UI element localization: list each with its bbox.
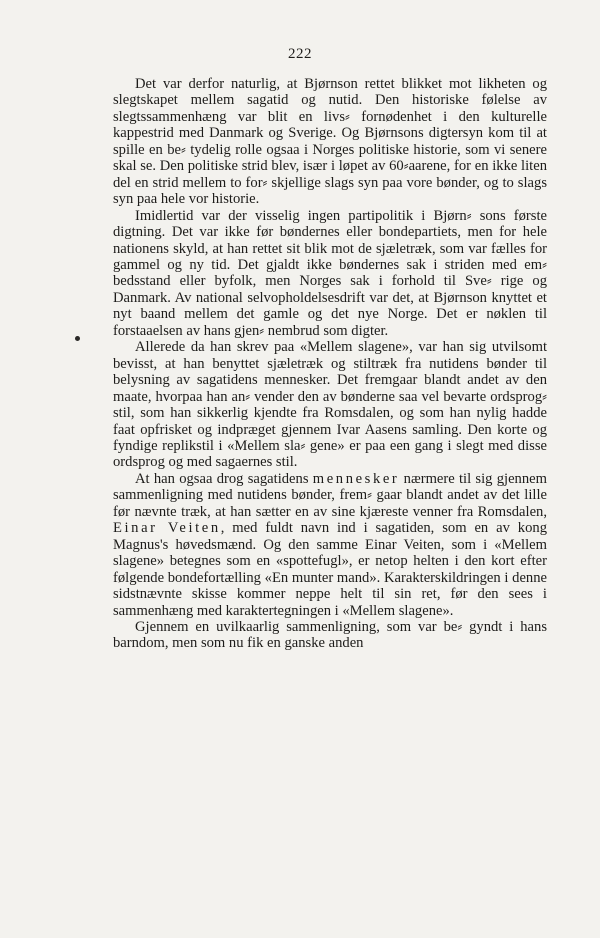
paragraph-1: [113, 76, 547, 208]
margin-dot: [75, 336, 80, 341]
paragraph-1-text: Det var derfor naturlig, at Bjørnson rettet blikket mot likheten og slegtskapet mellem sagatid og nutid. Den historiske følelse av slegtssammenhæng var blit en livs⸗ fornødenhet i den kulturelle kappestrid med Danmark og Sverige. Og Bjørnsons digtersyn kom til at spille en be⸗ tydelig rolle ogsaa i Norges politiske historie, som vi senere skal se. Den politiske strid blev, især i løpet av 60⸗aarene, for en ikke liten del en strid mellem to for⸗ skjellige slags syn paa vore bønder, og to slags syn paa hele vor historie.: [113, 76, 547, 208]
paragraph-2-text: Imidlertid var der visselig ingen partipolitik i Bjørn⸗ sons første digtning. Det var ikke før bøndernes eller bondepartiets, men for hele nationens skyld, at han rettet sit blik mot de sjæletræk, som var fælles for gammel og ny tid. Det gjaldt ikke bøndernes sak i striden med em⸗ bedsstand eller byfolk, men Norges sak i forhold til Sve⸗ rige og Danmark. Av national selvopholdelsesdrift var det, at Bjørnson knyttet et nyt baand mellem det gamle og det nye Norge. Det er nøklen til forstaaelsen av hans gjen⸗ nembrud som digter.: [113, 207, 547, 339]
body-text: [113, 76, 547, 652]
paragraph-5: [113, 619, 547, 652]
paragraph-3: [113, 339, 547, 471]
emphasis-mennesker: mennesker: [312, 470, 400, 487]
paragraph-4-text: At han ogsaa drog sagatidens: [135, 470, 313, 487]
emphasis-einar-veiten: Einar Veiten: [113, 520, 221, 537]
paragraph-2: [113, 208, 547, 340]
paragraph-4: [113, 471, 547, 619]
paragraph-3-text: Allerede da han skrev paa «Mellem slagene», var han sig utvilsomt bevisst, at han benyttet sjæletræk og stiltræk fra nutidens bønder til belysning av sagatidens mennesker. Det fremgaar blandt andet av den maate, hvorpaa han an⸗ vender den av bønderne saa vel bevarte ordsprog⸗stil, som han sikkerlig kjendte fra Romsdalen, og som han nylig hadde faat opfrisket og indpræget gjennem Ivar Aasens samling. Den korte og fyndige replikstil i «Mellem sla⸗ gene» er paa een gang i slegt med disse ordsprog og med sagaernes stil.: [113, 339, 547, 471]
paragraph-4-text-b: nærmere til sig gjennem sammenligning med nutidens bønder, frem⸗ gaar blandt andet av det lille før nævnte træk, at han sætter en av sine kjæreste venner fra Romsdalen,: [113, 470, 547, 520]
paragraph-4-text-c: , med fuldt navn ind i sagatiden, som en av kong Magnus's høvedsmænd. Og den samme Einar Veiten, som i «Mellem slagene» betegnes som en «spottefugl», er netop helten i den kort efter følgende bondefortælling «En munter mand». Karakterskildringen i denne sidstnævnte skisse kommer neppe helt til sin ret, før den sees i sammenhæng med karaktertegningen i «Mellem slagene».: [113, 520, 547, 619]
paragraph-5-text: Gjennem en uvilkaarlig sammenligning, som var be⸗ gyndt i hans barndom, men som nu fik en ganske anden: [113, 618, 547, 652]
page-number: 222: [288, 46, 312, 62]
